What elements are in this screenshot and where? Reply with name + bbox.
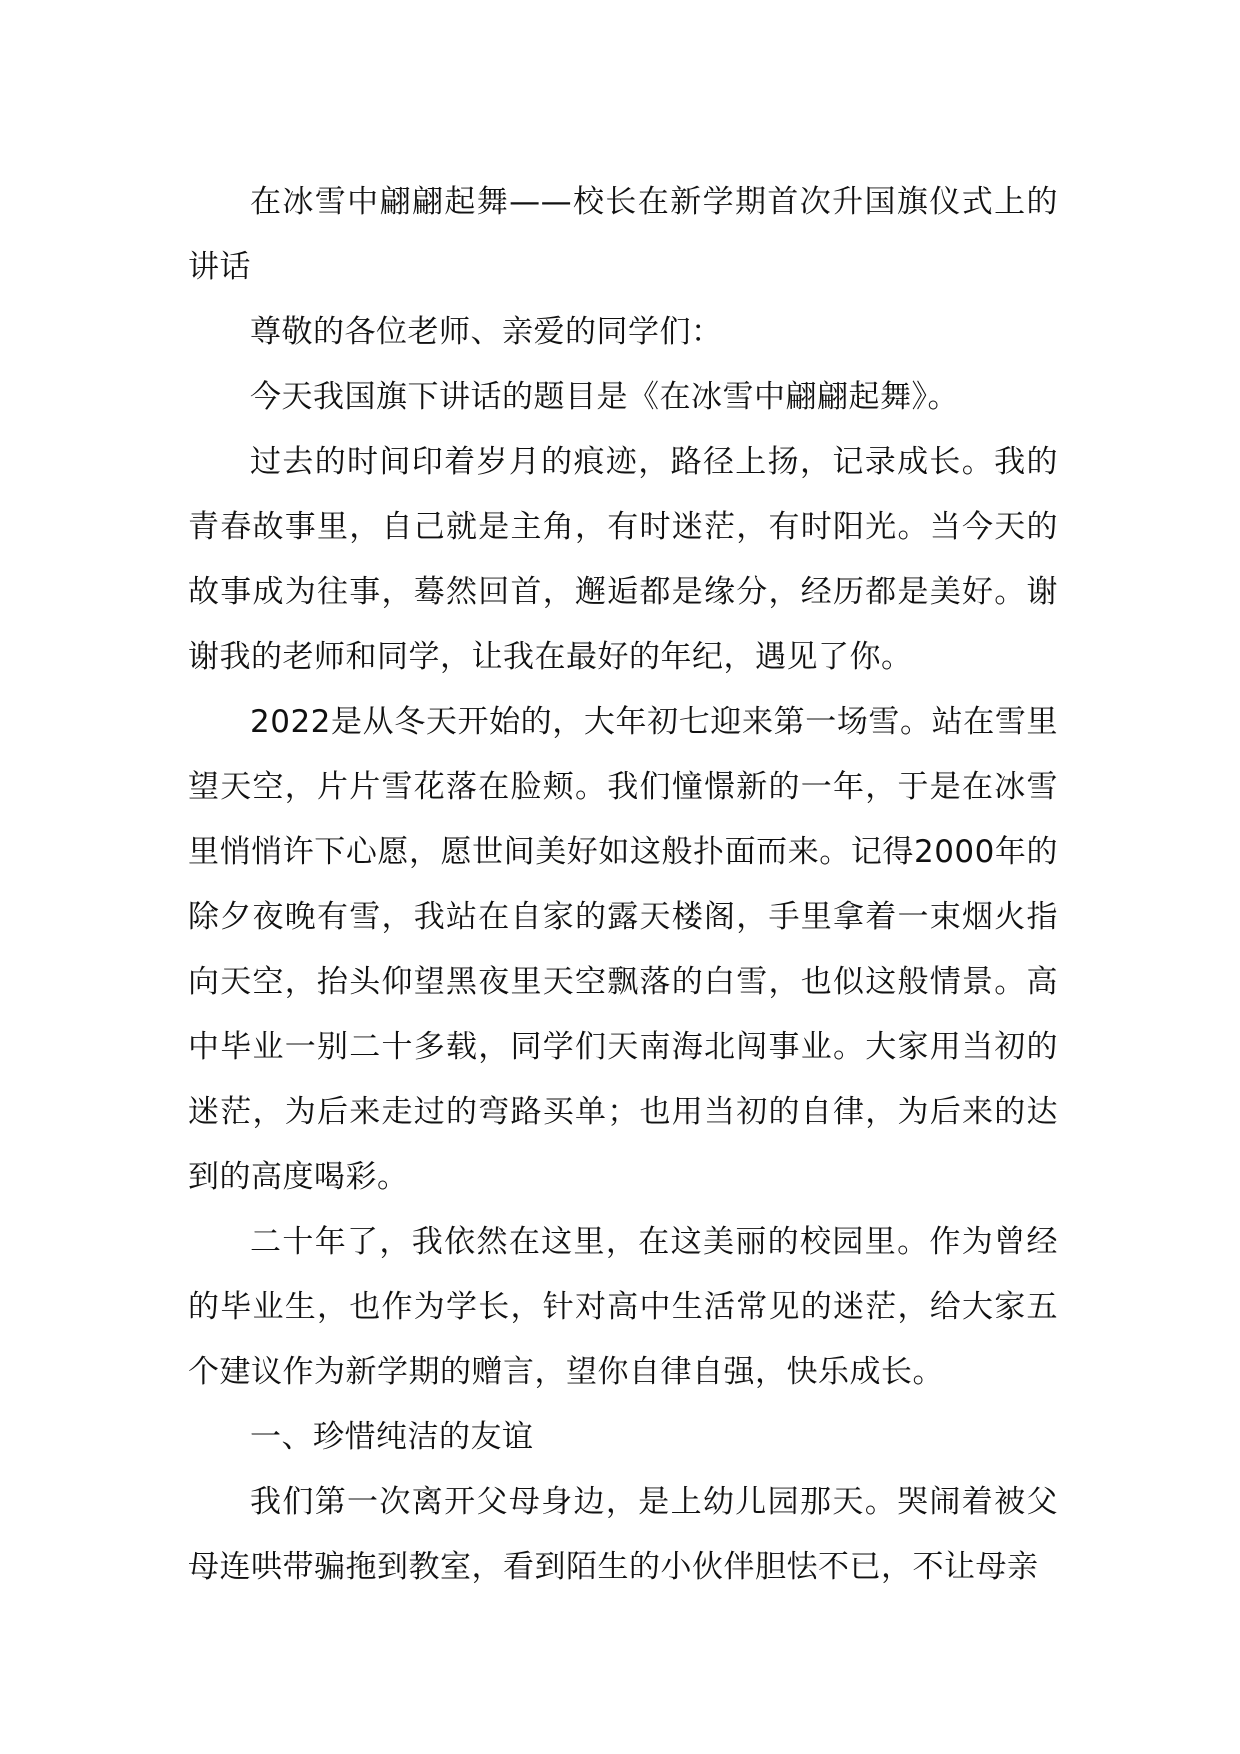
- document-body: [188, 170, 1058, 1600]
- section-heading-friendship: 一、珍惜纯洁的友谊: [250, 1419, 534, 1455]
- salutation: 尊敬的各位老师、亲爱的同学们：: [250, 314, 723, 350]
- paragraph-past-time: 过去的时间印着岁月的痕迹，路径上扬，记录成长。我的青春故事里，自己就是主角，有时迷茫，有时阳光。当今天的故事成为往事，蓦然回首，邂逅都是缘分，经历都是美好。谢谢我的老师和同学，让我在最好的年纪，遇见了你。: [188, 444, 1058, 675]
- document-title: 在冰雪中翩翩起舞——校长在新学期首次升国旗仪式上的讲话: [188, 184, 1058, 285]
- paragraph-twenty-years: 二十年了，我依然在这里，在这美丽的校园里。作为曾经的毕业生，也作为学长，针对高中生活常见的迷茫，给大家五个建议作为新学期的赠言，望你自律自强，快乐成长。: [188, 1224, 1058, 1390]
- paragraph-topic: 今天我国旗下讲话的题目是《在冰雪中翩翩起舞》。: [250, 379, 959, 415]
- paragraph-winter-2022: 2022是从冬天开始的，大年初七迎来第一场雪。站在雪里望天空，片片雪花落在脸颊。我们憧憬新的一年，于是在冰雪里悄悄许下心愿，愿世间美好如这般扑面而来。记得2000年的除夕夜晚有雪，我站在自家的露天楼阁，手里拿着一束烟火指向天空，抬头仰望黑夜里天空飘落的白雪，也似这般情景。高中毕业一别二十多载，同学们天南海北闯事业。大家用当初的迷茫，为后来走过的弯路买单；也用当初的自律，为后来的达到的高度喝彩。: [188, 704, 1058, 1195]
- paragraph-kindergarten: 我们第一次离开父母身边，是上幼儿园那天。哭闹着被父母连哄带骗拖到教室，看到陌生的小伙伴胆怯不已，不让母亲: [188, 1484, 1058, 1585]
